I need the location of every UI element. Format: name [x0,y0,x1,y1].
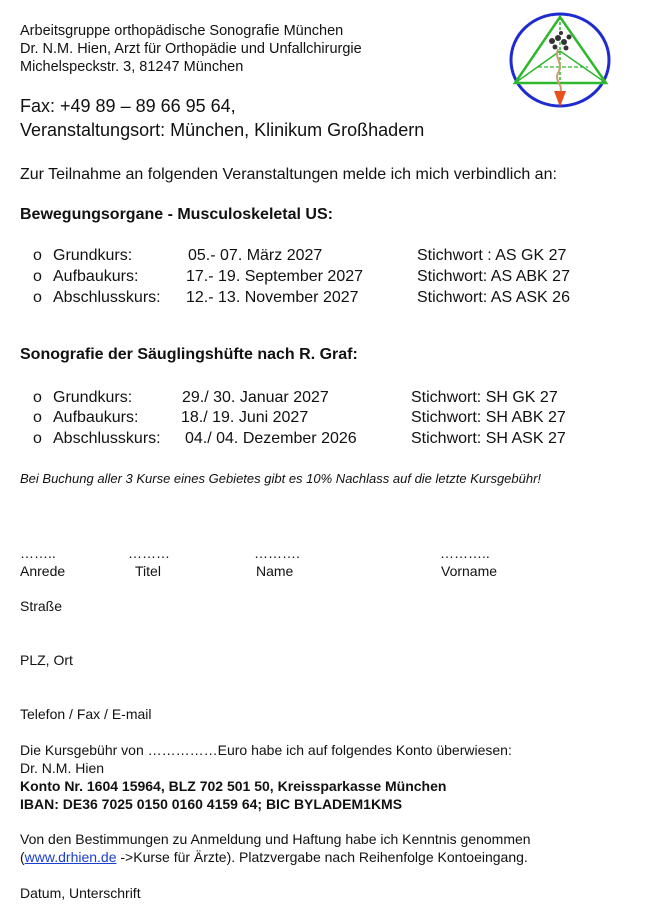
course-date: 18./ 19. Juni 2027 [181,409,309,426]
header-address: Michelspeckstr. 3, 81247 München [20,59,244,75]
list-bullet: o [33,409,42,426]
course-keyword: Stichwort: SH GK 27 [411,389,558,406]
course-date: 04./ 04. Dezember 2026 [185,430,357,447]
title-label: Titel [135,563,161,579]
firstname-dots[interactable]: ……….. [440,545,490,561]
discount-note: Bei Buchung aller 3 Kurse eines Gebietes gibt es 10% Nachlass auf die letzte Kursgebühr! [20,471,542,486]
course-name: Aufbaukurs: [53,409,139,426]
salutation-label: Anrede [20,563,66,579]
course-date: 12.- 13. November 2027 [186,289,359,306]
course-keyword: Stichwort: SH ABK 27 [411,409,566,426]
section-title-musculoskeletal: Bewegungsorgane - Musculoskeletal US: [20,206,333,223]
title-dots[interactable]: ……… [128,545,170,561]
course-name: Abschlusskurs: [53,430,161,447]
course-keyword: Stichwort: SH ASK 27 [411,430,566,447]
venue: Veranstaltungsort: München, Klinikum Großhadern [20,120,425,140]
website-link[interactable]: www.drhien.de [24,849,117,865]
open-paren: ( [20,849,25,865]
terms-rest: ->Kurse für Ärzte). Platzvergabe nach Reihenfolge Kontoeingang. [116,849,528,865]
course-date: 29./ 30. Januar 2027 [182,389,329,406]
course-name: Grundkurs: [53,389,133,406]
list-bullet: o [33,268,42,285]
payment-statement: Die Kursgebühr von ……………Euro habe ich auf folgendes Konto überwiesen: [20,742,512,758]
salutation-dots[interactable]: …….. [20,545,56,561]
section-title-hip-sonography: Sonografie der Säuglingshüfte nach R. Graf: [20,346,358,363]
list-bullet: o [33,389,42,406]
iban-bic: IBAN: DE36 7025 0150 0160 4159 64; BIC BYLADEM1KMS [20,796,403,812]
course-keyword: Stichwort: AS ASK 26 [417,289,570,306]
account-holder: Dr. N.M. Hien [20,760,105,776]
plz-city-label: PLZ, Ort [20,652,73,668]
phone-fax-email-label: Telefon / Fax / E-mail [20,706,152,722]
course-name: Aufbaukurs: [53,268,139,285]
course-name: Abschlusskurs: [53,289,161,306]
header-doctor: Dr. N.M. Hien, Arzt für Orthopädie und Unfallchirurgie [20,41,362,57]
course-date: 17.- 19. September 2027 [186,268,364,285]
fax-number: Fax: +49 89 – 89 66 95 64, [20,96,236,116]
terms-text-2 [20,849,528,865]
course-keyword: Stichwort : AS GK 27 [417,247,567,264]
course-date: 05.- 07. März 2027 [188,247,323,264]
name-label: Name [256,563,294,579]
street-label: Straße [20,598,63,614]
list-bullet: o [33,247,42,264]
course-name: Grundkurs: [53,247,133,264]
header-org: Arbeitsgruppe orthopädische Sonografie München [20,23,344,39]
course-keyword: Stichwort: AS ABK 27 [417,268,570,285]
list-bullet: o [33,430,42,447]
intro-text: Zur Teilnahme an folgenden Veranstaltungen melde ich mich verbindlich an: [20,166,557,183]
date-signature-label: Datum, Unterschrift [20,885,141,901]
list-bullet: o [33,289,42,306]
logo-icon [508,11,614,109]
firstname-label: Vorname [441,563,498,579]
bank-account: Konto Nr. 1604 15964, BLZ 702 501 50, Kreissparkasse München [20,778,447,794]
terms-text: Von den Bestimmungen zu Anmeldung und Haftung habe ich Kenntnis genommen [20,831,531,847]
name-dots[interactable]: ………. [254,545,300,561]
